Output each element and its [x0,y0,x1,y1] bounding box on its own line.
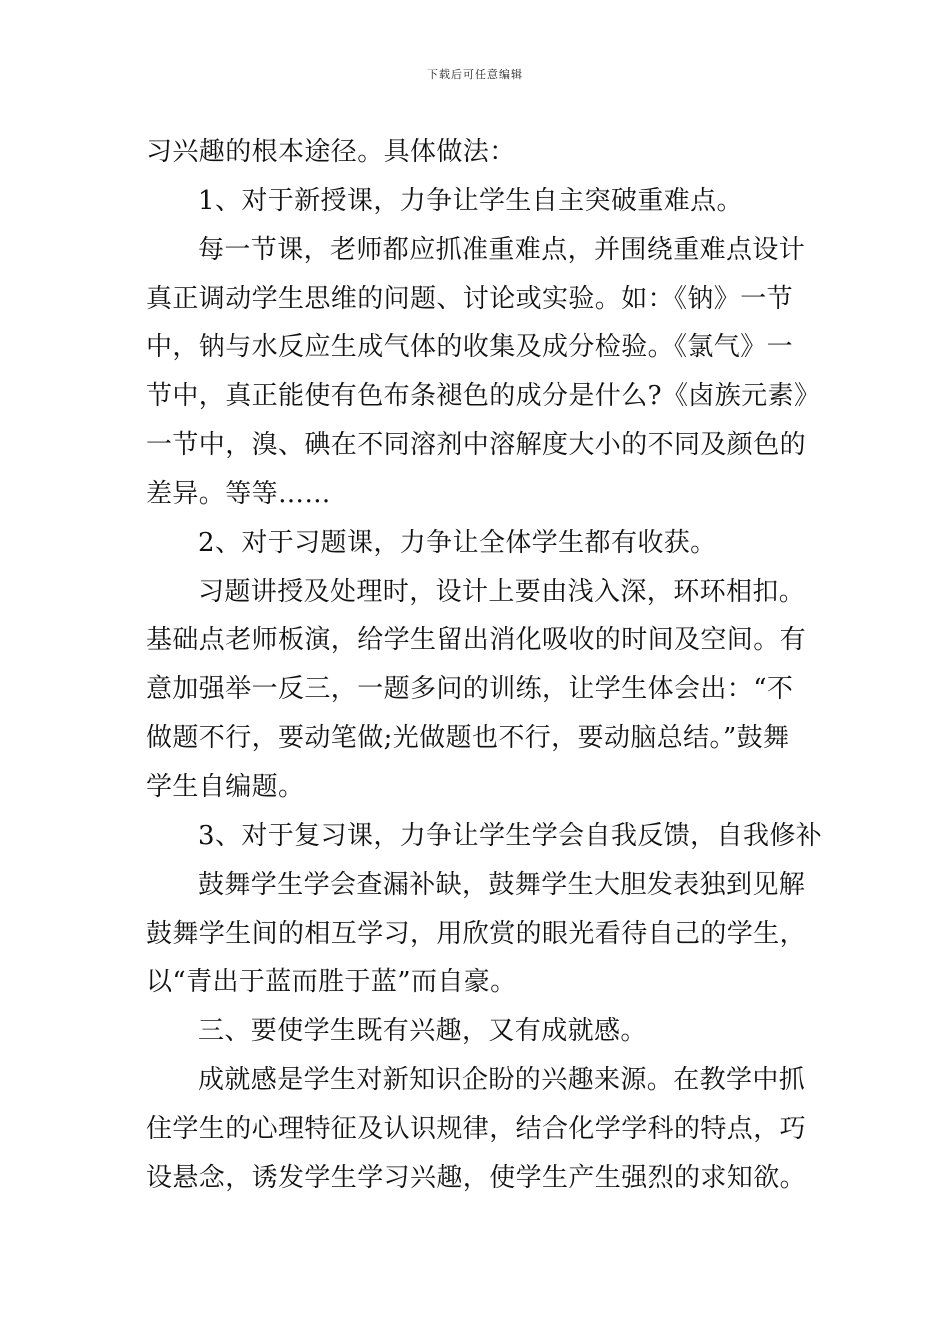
text-line: 差异。等等…… [146,478,331,509]
text-line: 节中，真正能使有色布条褪色的成分是什么?《卤族元素》 [146,381,821,412]
text-line: 住学生的心理特征及认识规律，结合化学学科的特点，巧 [146,1113,807,1144]
text-line: 习题讲授及处理时，设计上要由浅入深，环环相扣。 [198,576,806,607]
document-body [146,128,823,1203]
text-line: 2、对于习题课，力争让全体学生都有收获。 [198,527,717,558]
text-line: 以“青出于蓝而胜于蓝”而自豪。 [146,967,517,998]
text-line: 每一节课，老师都应抓准重难点，并围绕重难点设计 [198,234,806,265]
text-line: 基础点老师板演，给学生留出消化吸收的时间及空间。有 [146,625,807,656]
text-line: 意加强举一反三，一题多问的训练，让学生体会出：“不 [146,674,794,705]
text-line: 习兴趣的根本途径。具体做法： [146,137,516,167]
text-line: 中，钠与水反应生成气体的收集及成分检验。《氯气》一 [146,332,794,363]
text-line: 学生自编题。 [146,771,305,802]
text-line: 3、对于复习课，力争让学生学会自我反馈，自我修补 [198,820,823,851]
text-line: 成就感是学生对新知识企盼的兴趣来源。在教学中抓 [198,1065,806,1096]
text-line: 真正调动学生思维的问题、讨论或实验。如：《钠》一节 [146,283,794,314]
text-line: 三、要使学生既有兴趣，又有成就感。 [198,1016,647,1047]
text-line: 1、对于新授课，力争让学生自主突破重难点。 [198,185,743,216]
text-line: 一节中，溴、碘在不同溶剂中溶解度大小的不同及颜色的 [146,430,807,461]
page-header: 下载后可任意编辑 [427,68,523,81]
text-line: 鼓舞学生学会查漏补缺，鼓舞学生大胆发表独到见解 [198,869,806,900]
text-line: 做题不行，要动笔做;光做题也不行，要动脑总结。”鼓舞 [146,723,790,754]
text-line: 设悬念，诱发学生学习兴趣，使学生产生强烈的求知欲。 [146,1162,807,1193]
text-line: 鼓舞学生间的相互学习，用欣赏的眼光看待自己的学生， [146,918,807,949]
